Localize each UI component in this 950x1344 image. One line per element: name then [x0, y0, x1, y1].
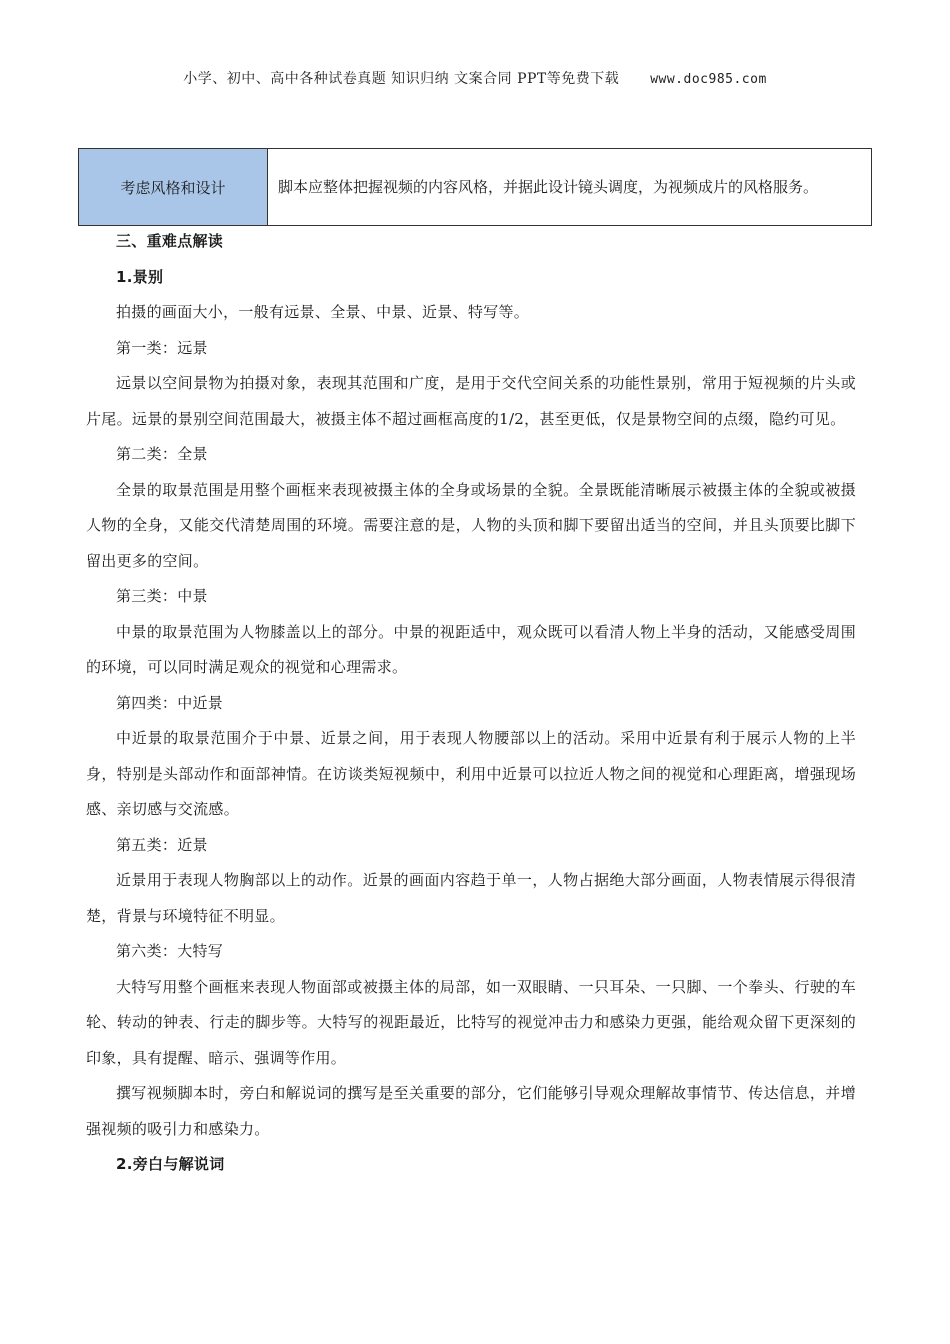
- category-label: 第六类：大特写: [116, 942, 224, 960]
- header-text: 小学、初中、高中各种试卷真题 知识归纳 文案合同 PPT等免费下载: [183, 71, 620, 87]
- table-content-cell: 脚本应整体把握视频的内容风格，并据此设计镜头调度，为视频成片的风格服务。: [268, 149, 872, 226]
- paragraph: 撰写视频脚本时，旁白和解说词的撰写是至关重要的部分，它们能够引导观众理解故事情节、传达信息，并增强视频的吸引力和感染力。: [86, 1084, 856, 1138]
- table-row: [79, 149, 872, 226]
- category-label: 第四类：中近景: [116, 693, 224, 712]
- category-label: 第一类：远景: [116, 338, 208, 357]
- category-label: 第三类：中景: [116, 587, 208, 605]
- paragraph: 全景的取景范围是用整个画框来表现被摄主体的全身或场景的全貌。全景既能清晰展示被摄主体的全貌或被摄人物的全身，又能交代清楚周围的环境。需要注意的是，人物的头顶和脚下要留出适当的空间，并且头顶要比脚下留出更多的空间。: [86, 480, 856, 570]
- table-label-cell: 考虑风格和设计: [79, 149, 268, 226]
- paragraph: 远景以空间景物为拍摄对象，表现其范围和广度，是用于交代空间关系的功能性景别，常用于短视频的片头或片尾。远景的景别空间范围最大，被摄主体不超过画框高度的1/2，甚至更低，仅是景物空间的点缀，隐约可见。: [86, 374, 856, 428]
- paragraph: 近景用于表现人物胸部以上的动作。近景的画面内容趋于单一，人物占据绝大部分画面，人物表情展示得很清楚，背景与环境特征不明显。: [86, 871, 856, 925]
- style-design-table: [78, 148, 872, 226]
- category-label: 第二类：全景: [116, 445, 208, 463]
- paragraph: 大特写用整个画框来表现人物面部或被摄主体的局部，如一双眼睛、一只耳朵、一只脚、一个拳头、行驶的车轮、转动的钟表、行走的脚步等。大特写的视距最近，比特写的视觉冲击力和感染力更强，能给观众留下更深刻的印象，具有提醒、暗示、强调等作用。: [86, 977, 856, 1067]
- paragraph: 拍摄的画面大小，一般有远景、全景、中景、近景、特写等。: [116, 303, 530, 321]
- subsection-heading: 1.景别: [116, 267, 164, 286]
- paragraph: 中景的取景范围为人物膝盖以上的部分。中景的视距适中，观众既可以看清人物上半身的活动，又能感受周围的环境，可以同时满足观众的视觉和心理需求。: [86, 622, 856, 676]
- header-site: www.doc985.com: [650, 72, 767, 87]
- page-header: [0, 68, 950, 88]
- section-heading: 三、重难点解读: [116, 232, 224, 250]
- category-label: 第五类：近景: [116, 835, 208, 854]
- subsection-heading: 2.旁白与解说词: [116, 1155, 225, 1173]
- document-body: [86, 224, 856, 1183]
- paragraph: 中近景的取景范围介于中景、近景之间，用于表现人物腰部以上的活动。采用中近景有利于展示人物的上半身，特别是头部动作和面部神情。在访谈类短视频中，利用中近景可以拉近人物之间的视觉和心理距离，增强现场感、亲切感与交流感。: [86, 729, 856, 818]
